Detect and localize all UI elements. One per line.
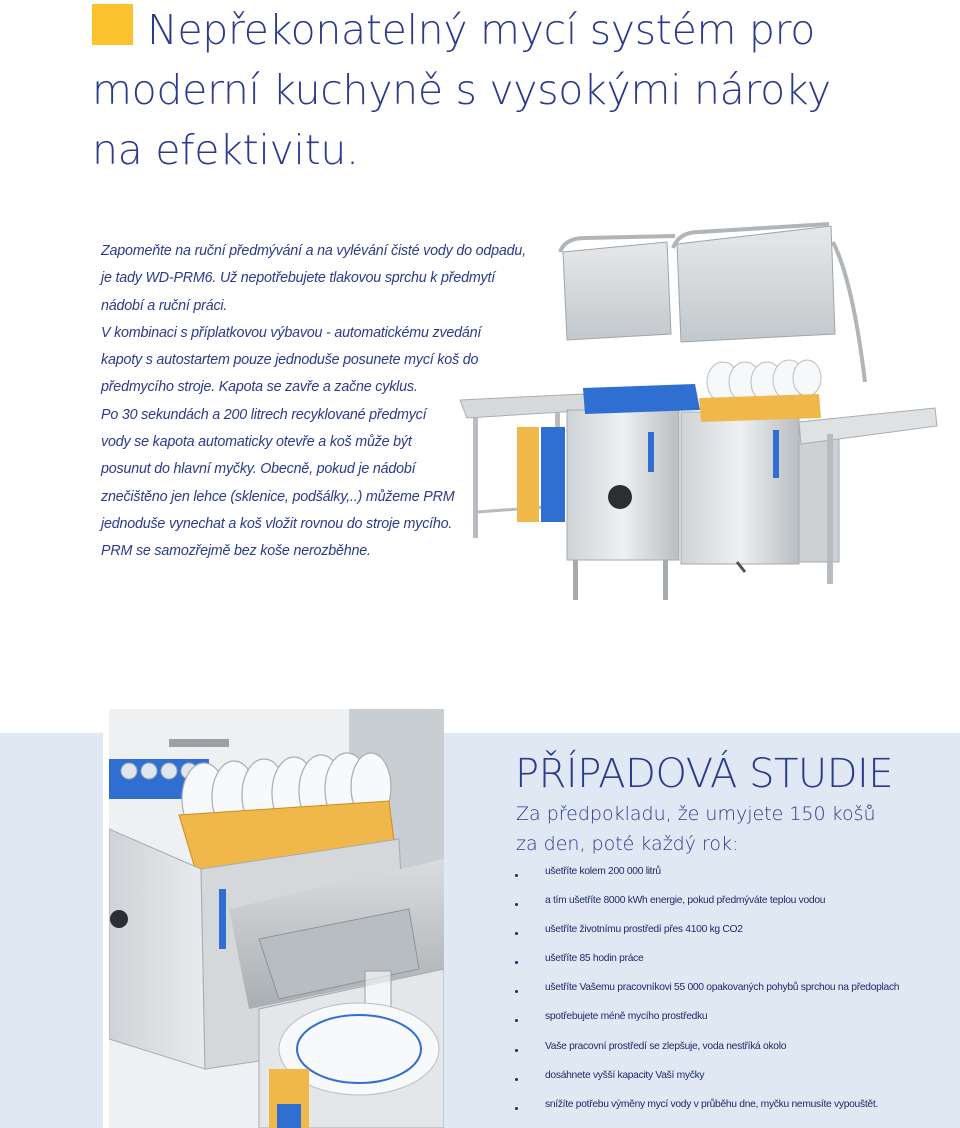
case-study-subtitle: [516, 799, 876, 859]
intro-line: předmycího stroje. Kapota se zavře a začne cyklus.: [101, 379, 418, 396]
bullet-icon: [515, 990, 518, 993]
intro-line: Zapomeňte na ruční předmývání a na vylévání čisté vody do odpadu,: [101, 243, 526, 259]
intro-line: vody se kapota automaticky otevře a koš může být: [101, 434, 412, 451]
case-study-subtitle-line: Za předpokladu, že umyjete 150 košů: [516, 803, 876, 825]
headline-line: moderní kuchyně s vysokými nároky: [92, 66, 831, 114]
intro-line: je tady WD-PRM6. Už nepotřebujete tlakovou sprchu k předmytí: [101, 270, 496, 287]
intro-line: PRM se samozřejmě bez koše nerozběhne.: [101, 543, 371, 560]
headline-line: Nepřekonatelný mycí systém pro: [147, 6, 816, 54]
bullet-icon: [515, 874, 518, 877]
list-item-text: ušetříte kolem 200 000 litrů: [545, 866, 661, 877]
dishwasher-machine-image: [455, 222, 945, 607]
list-item: [513, 1005, 899, 1034]
dishwasher-photo-frame: [103, 707, 440, 1128]
list-item: [513, 976, 899, 1005]
list-item-text: spotřebujete méně mycího prostředku: [545, 1011, 708, 1023]
list-item: [513, 947, 899, 976]
list-item: [513, 918, 899, 947]
bullet-icon: [515, 1107, 518, 1110]
bullet-icon: [515, 1049, 518, 1052]
headline: [92, 0, 852, 180]
intro-line: V kombinaci s příplatkovou výbavou - automatickému zvedání: [101, 324, 482, 341]
list-item-text: snížíte potřebu výměny mycí vody v průběhu dne, myčku nemusíte vypouštět.: [545, 1098, 878, 1110]
savings-list: [513, 860, 899, 1122]
list-item-text: dosáhnete vyšší kapacity Vaší myčky: [545, 1069, 705, 1081]
intro-line: Po 30 sekundách a 200 litrech recyklované předmycí: [101, 406, 427, 423]
headline-line: na efektivitu.: [92, 126, 359, 174]
intro-line: posunut do hlavní myčky. Obecně, pokud je nádobí: [101, 461, 416, 478]
list-item-text: ušetříte Vašemu pracovníkovi 55 000 opakovaných pohybů sprchou na předoplach: [545, 982, 900, 994]
bullet-icon: [515, 961, 518, 964]
intro-line: znečištěno jen lehce (sklenice, podšálky,..) můžeme PRM: [101, 488, 455, 505]
intro-line: kapoty s autostartem pouze jednoduše posunete mycí koš do: [101, 352, 479, 369]
list-item: [513, 1035, 899, 1064]
list-item: [513, 1093, 899, 1122]
intro-line: jednoduše vynechat a koš vložit rovnou do stroje mycího.: [101, 515, 453, 532]
list-item-text: Vaše pracovní prostředí se zlepšuje, voda nestříká okolo: [545, 1040, 787, 1052]
list-item-text: ušetříte životnímu prostředí přes 4100 kg CO2: [545, 924, 743, 936]
list-item: [513, 889, 899, 918]
list-item-text: a tím ušetříte 8000 kWh energie, pokud předmýváte teplou vodou: [545, 895, 826, 907]
intro-line: nádobí a ruční práci.: [101, 297, 228, 314]
list-item: [513, 860, 899, 889]
bullet-icon: [515, 1078, 518, 1081]
list-item-text: ušetříte 85 hodin práce: [545, 953, 644, 965]
bullet-icon: [515, 1019, 518, 1022]
list-item: [513, 1064, 899, 1093]
bullet-icon: [515, 932, 518, 935]
dishwasher-rack-image: [109, 709, 444, 1128]
case-study-subtitle-line: za den, poté každý rok:: [516, 833, 739, 855]
bullet-icon: [515, 903, 518, 906]
case-study-title: PŘÍPADOVÁ STUDIE: [515, 751, 894, 797]
